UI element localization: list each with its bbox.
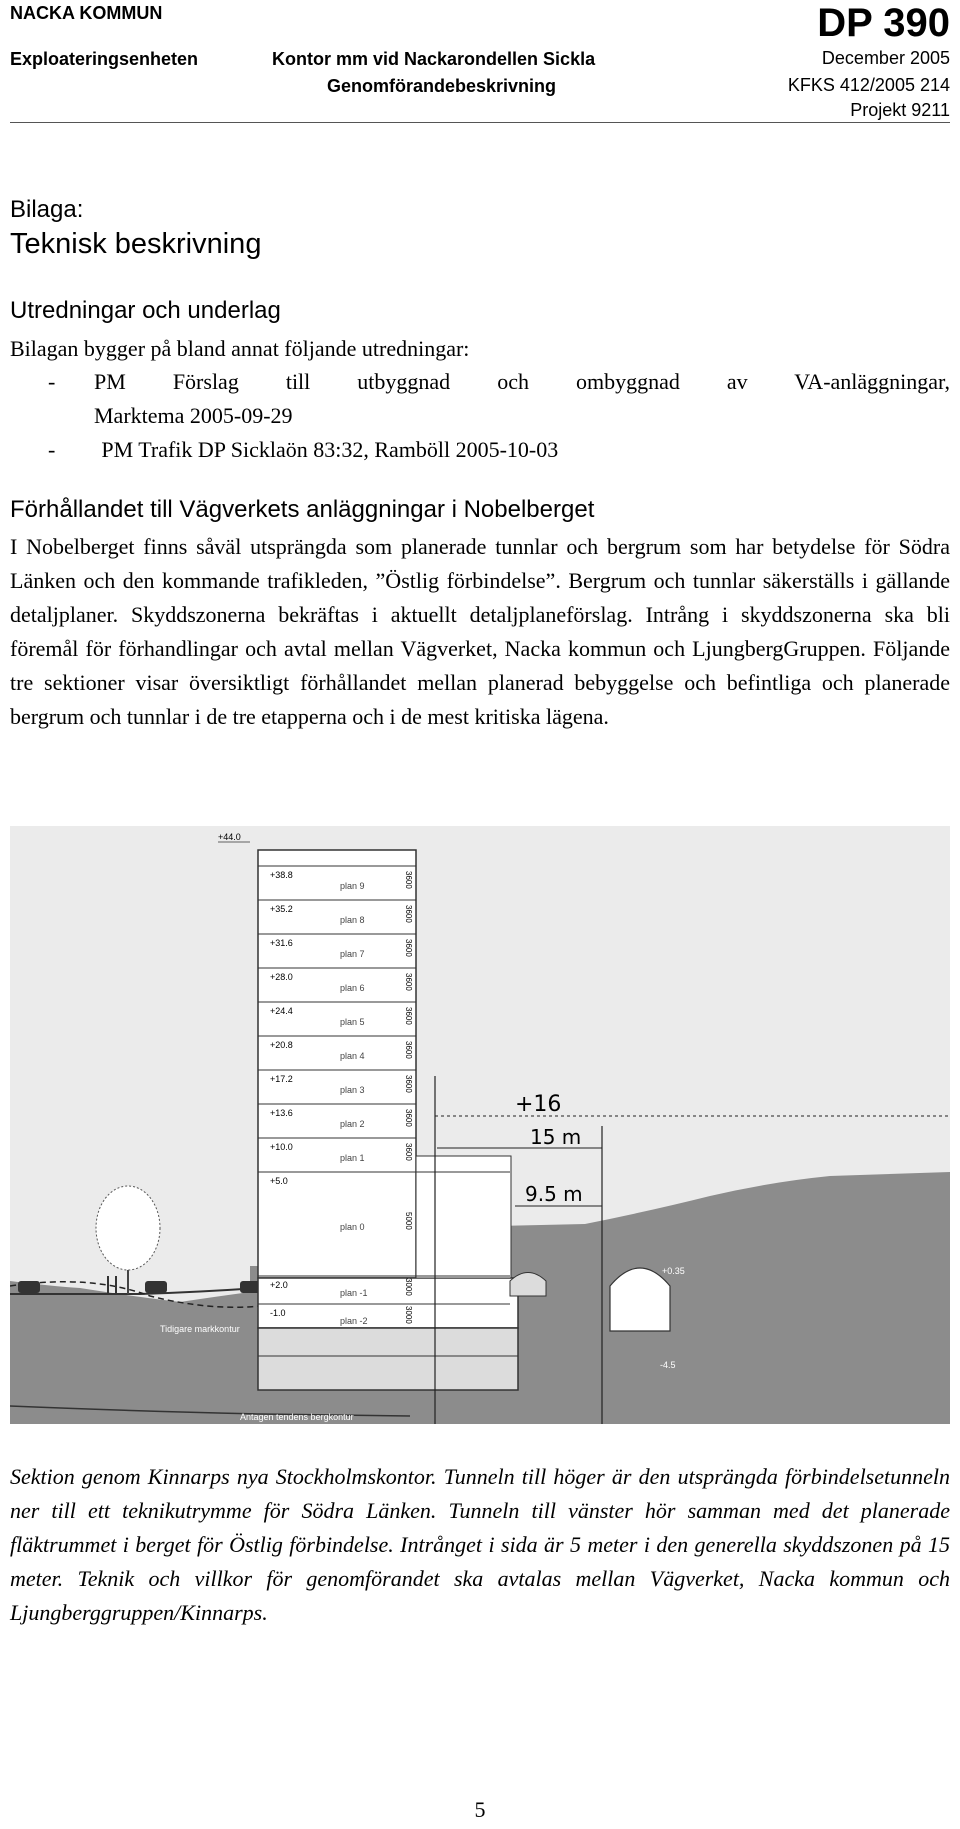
figure-caption: Sektion genom Kinnarps nya Stockholmskontor. Tunneln till höger är den utsprängda förbindelsetunneln ner till ett teknikutrymme för Södra Länken. Tunneln till vänster hör samman med det planerade fläktrummet i berget för Östlig förbindelse. Intrånget i sida är 5 meter i den generella skyddszonen på 15 meter. Teknik och villkor för genomförandet ska avtalas mellan Vägverket, Nacka kommun och Ljungberggruppen/Kinnarps. — [10, 1464, 950, 1625]
appendix-title: Teknisk beskrivning — [10, 228, 262, 260]
floor-level-label: +20.8 — [270, 1040, 293, 1050]
floor-height-label: 3600 — [404, 1007, 413, 1025]
floor-plan-label: plan 7 — [340, 949, 365, 959]
tunnel-bottom-label: -4.5 — [660, 1360, 676, 1370]
floor-level-label: +31.6 — [270, 938, 293, 948]
level-16-label: +16 — [515, 1092, 562, 1117]
section-drawing — [10, 826, 950, 1424]
list-item-text: PM Förslag till utbyggnad och ombyggnad av VA-anläggningar, — [94, 369, 950, 394]
floor-level-label: +24.4 — [270, 1006, 293, 1016]
floor-height-label: 3000 — [404, 1306, 413, 1324]
floor-level-label: -1.0 — [270, 1308, 286, 1318]
floor-height-label: 3600 — [404, 973, 413, 991]
appendix-label: Bilaga: — [10, 196, 84, 223]
document-type: Genomförandebeskrivning — [327, 76, 557, 96]
list-dash: - — [48, 369, 56, 394]
floor-height-label: 3600 — [404, 871, 413, 889]
former-rock-label: Tidigare markkontur — [160, 1324, 240, 1334]
tunnel-top-label: +0.35 — [662, 1266, 685, 1276]
floor-level-label: +13.6 — [270, 1108, 293, 1118]
floor-height-label: 3000 — [404, 1278, 413, 1296]
floor-plan-label: plan 6 — [340, 983, 365, 993]
floor-plan-label: plan -1 — [340, 1288, 368, 1298]
list-dash: - — [48, 437, 56, 462]
reference-number: KFKS 412/2005 214 — [787, 75, 950, 95]
floor-plan-label: plan 2 — [340, 1119, 365, 1129]
floor-level-label: +35.2 — [270, 904, 293, 914]
floor-level-label: +10.0 — [270, 1142, 293, 1152]
floor-plan-label: plan 4 — [340, 1051, 365, 1061]
dist-9-5-label: 9.5 m — [525, 1182, 583, 1206]
document-number: DP 390 — [817, 1, 950, 45]
floor-level-label: +17.2 — [270, 1074, 293, 1084]
project-title: Kontor mm vid Nackarondellen Sickla — [272, 49, 596, 69]
floor-level-label: +38.8 — [270, 870, 293, 880]
floor-height-label: 3600 — [404, 1143, 413, 1161]
dist-15-label: 15 m — [530, 1125, 582, 1149]
floor-plan-label: plan 1 — [340, 1153, 365, 1163]
tunnel-right — [610, 1268, 670, 1331]
floor-plan-label: plan 3 — [340, 1085, 365, 1095]
list-item — [48, 433, 558, 467]
section-heading-underlag: Utredningar och underlag — [10, 297, 281, 324]
floor-level-label: +2.0 — [270, 1280, 288, 1290]
floor-plan-label: plan 8 — [340, 915, 365, 925]
floor-height-label: 3600 — [404, 1041, 413, 1059]
section-intro: Bilagan bygger på bland annat följande utredningar: — [10, 336, 470, 361]
floor-height-label: 3600 — [404, 1075, 413, 1093]
floor-height-label: 3600 — [404, 939, 413, 957]
assumed-rock-label: Antagen tendens bergkontur — [240, 1412, 354, 1422]
department-name: Exploateringsenheten — [10, 49, 199, 69]
floor-plan-label: plan 9 — [340, 881, 365, 891]
floor-plan-label: plan -2 — [340, 1316, 368, 1326]
list-item-continuation: Marktema 2005-09-29 — [94, 403, 293, 428]
rock-mass — [10, 1281, 258, 1424]
document-date: December 2005 — [821, 48, 950, 68]
floor-level-label: +28.0 — [270, 972, 293, 982]
list-item-text: PM Trafik DP Sicklaön 83:32, Ramböll 2005-10-03 — [101, 437, 559, 462]
floor-plan-label: plan 5 — [340, 1017, 365, 1027]
floor-height-label: 5000 — [404, 1212, 413, 1230]
organization-name: NACKA KOMMUN — [10, 3, 163, 23]
floor-height-label: 3600 — [404, 1109, 413, 1127]
floor-level-label: +5.0 — [270, 1176, 288, 1186]
page-number: 5 — [474, 1797, 486, 1822]
floor-plan-label: plan 0 — [340, 1222, 365, 1232]
floor-height-label: 3600 — [404, 905, 413, 923]
page-header — [10, 0, 950, 123]
section-body: I Nobelberget finns såväl utsprängda som planerade tunnlar och bergrum som har betydelse för Södra Länken och den kommande trafikleden, ”Östlig förbindelse”. Bergrum och tunnlar säkerställs i gällande detaljplaner. Skyddszonerna bekräftas i aktuellt detaljplaneförslag. Intrång i skyddszonerna ska bli föremål för förhandlingar och avtal mellan Vägverket, Nacka kommun och LjungbergGruppen. Följande tre sektioner visar översiktligt förhållandet mellan planerad bebyggelse och befintliga och planerade bergrum och tunnlar i de tre etapperna och i de mest kritiska lägena. — [10, 534, 950, 729]
section-heading-nobelberget: Förhållandet till Vägverkets anläggningar i Nobelberget — [10, 496, 595, 523]
top-level-label: +44.0 — [218, 832, 241, 842]
project-number: Projekt 9211 — [850, 100, 950, 120]
